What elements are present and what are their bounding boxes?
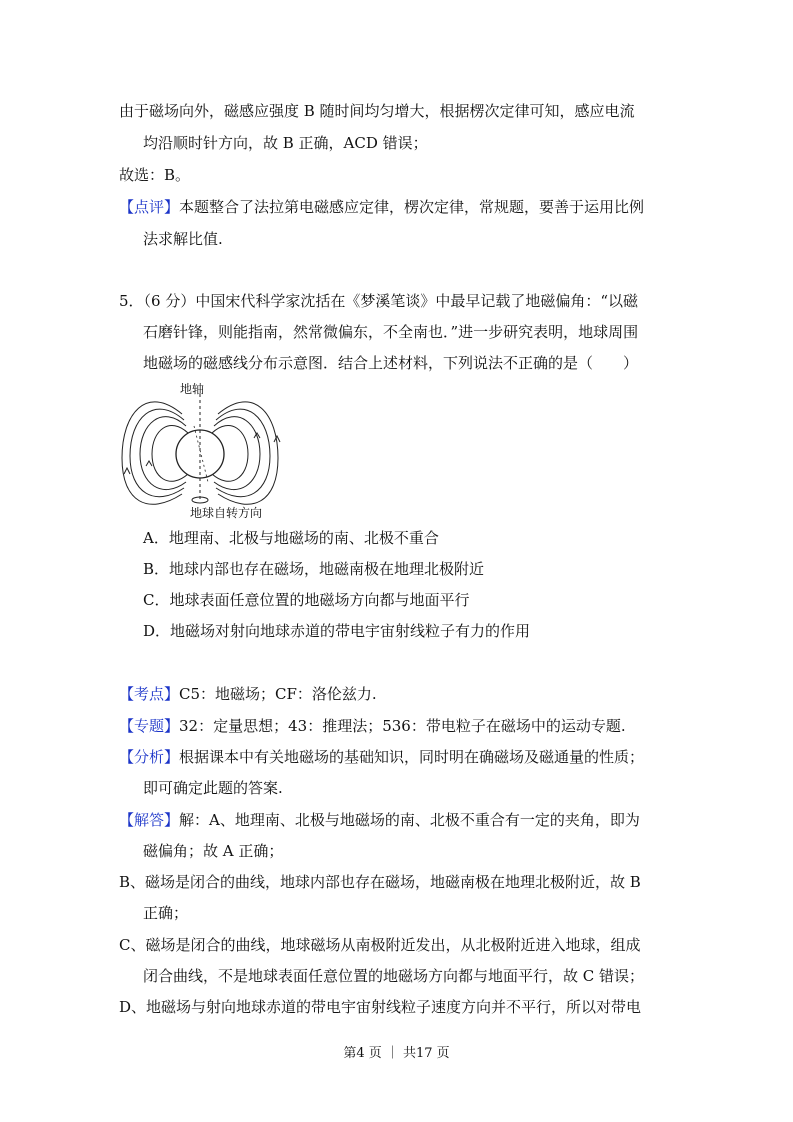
- text-line: 法求解比值.: [143, 230, 223, 248]
- text-line: 均沿顺时针方向，故 B 正确，ACD 错误；: [143, 134, 428, 152]
- jieda-tag: 【解答】: [119, 811, 180, 829]
- zhuanti-tag: 【专题】: [119, 717, 180, 735]
- question-stem: 石磨针锋，则能指南，然常微偏东，不全南也．”进一步研究表明，地球周围: [143, 323, 639, 341]
- kaodian-tag: 【考点】: [119, 685, 180, 703]
- text-line: 磁偏角；故 A 正确；: [143, 842, 284, 860]
- comment-line: [119, 197, 644, 217]
- text-line: 闭合曲线，不是地球表面任意位置的地磁场方向都与地面平行，故 C 错误；: [143, 967, 645, 985]
- fenxi-line: [119, 747, 644, 767]
- answer-choice: 故选：B。: [119, 166, 191, 184]
- text-line: D、地磁场与射向地球赤道的带电宇宙射线粒子速度方向并不平行，所以对带电: [119, 998, 642, 1016]
- option-a: A．地理南、北极与地磁场的南、北极不重合: [143, 529, 439, 547]
- jieda-text: 解：A、地理南、北极与地磁场的南、北极不重合有一定的夹角，即为: [179, 811, 640, 829]
- question-stem: 5．（6 分）中国宋代科学家沈括在《梦溪笔谈》中最早记载了地磁偏角：“以磁: [119, 292, 639, 310]
- text-line: 即可确定此题的答案.: [143, 779, 283, 797]
- kaodian-line: [119, 684, 377, 704]
- comment-text: 本题整合了法拉第电磁感应定律，楞次定律，常规题，要善于运用比例: [179, 198, 645, 216]
- text-line: B、磁场是闭合的曲线，地球内部也存在磁场，地磁南极在地理北极附近，故 B: [119, 873, 641, 891]
- option-d: D．地磁场对射向地球赤道的带电宇宙射线粒子有力的作用: [143, 622, 531, 640]
- page-footer: 第4 页 ｜ 共17 页: [343, 1046, 450, 1061]
- field-lines-drawing: [118, 378, 298, 520]
- jieda-line: [119, 810, 640, 830]
- text-line: 由于磁场向外，磁感应强度 B 随时间均匀增大，根据楞次定律可知，感应电流: [119, 102, 635, 120]
- earth-axis-label: 地轴: [180, 382, 205, 396]
- option-b: B．地球内部也存在磁场，地磁南极在地理北极附近: [143, 560, 485, 578]
- geomagnetic-field-diagram: [118, 378, 298, 520]
- text-line: C、磁场是闭合的曲线，地球磁场从南极附近发出，从北极附近进入地球，组成: [119, 936, 641, 954]
- zhuanti-text: 32：定量思想；43：推理法；536：带电粒子在磁场中的运动专题.: [179, 717, 626, 735]
- kaodian-text: C5：地磁场；CF：洛伦兹力.: [179, 685, 377, 703]
- zhuanti-line: [119, 716, 626, 736]
- rotation-direction-label: 地球自转方向: [190, 506, 263, 520]
- fenxi-text: 根据课本中有关地磁场的基础知识，同时明在确磁场及磁通量的性质；: [179, 748, 645, 766]
- text-line: 正确；: [143, 904, 189, 922]
- question-stem: 地磁场的磁感线分布示意图．结合上述材料，下列说法不正确的是（ ）: [143, 354, 639, 372]
- fenxi-tag: 【分析】: [119, 748, 180, 766]
- option-c: C．地球表面任意位置的地磁场方向都与地面平行: [143, 591, 470, 609]
- comment-tag: 【点评】: [119, 198, 180, 216]
